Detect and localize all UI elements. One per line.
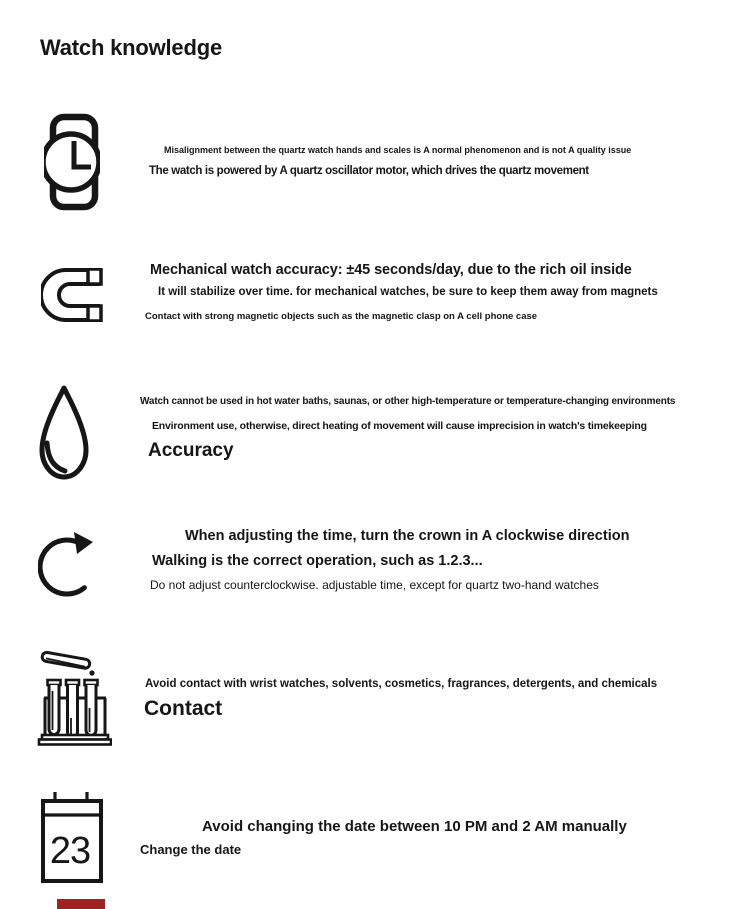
arrow-head bbox=[74, 532, 93, 554]
section-quartz-note: Misalignment between the quartz watch hands and scales is A normal phenomenon and is not A quality issue bbox=[164, 145, 632, 155]
wrist-watch-icon bbox=[44, 113, 100, 211]
tube3 bbox=[86, 685, 96, 736]
tube1 bbox=[49, 685, 59, 734]
magnet-icon bbox=[41, 268, 103, 322]
test-tubes-icon bbox=[36, 646, 112, 746]
calendar-icon bbox=[41, 790, 103, 883]
section-magnet-text: It will stabilize over time. for mechanical watches, be sure to keep them away from magnets bbox=[158, 286, 658, 298]
pouring-tube bbox=[42, 652, 91, 669]
page-title: Watch knowledge bbox=[40, 35, 222, 60]
red-marker bbox=[57, 899, 105, 909]
tube3-rim bbox=[85, 680, 98, 685]
section-date-heading: Avoid changing the date between 10 PM and 2 AM manually bbox=[202, 818, 627, 835]
section-adjust-heading: When adjusting the time, turn the crown in A clockwise direction bbox=[185, 528, 630, 544]
tube2-rim bbox=[66, 680, 79, 685]
water-drop-icon bbox=[38, 384, 90, 482]
section-temperature-text: Environment use, otherwise, direct heating of movement will cause imprecision in watch's timekeeping bbox=[152, 420, 647, 432]
section-magnet-heading: Mechanical watch accuracy: ±45 seconds/day, due to the rich oil inside bbox=[150, 262, 632, 278]
magnet-pole-bottom bbox=[88, 306, 101, 321]
calendar-day: 23 bbox=[49, 830, 91, 872]
section-contact-label: Contact bbox=[144, 697, 223, 720]
section-date-label: Change the date bbox=[140, 842, 242, 857]
section-quartz-text: The watch is powered by A quartz oscillator motor, which drives the quartz movement bbox=[149, 165, 589, 177]
section-adjust-text: Walking is the correct operation, such as 1.2.3... bbox=[152, 553, 483, 569]
section-accuracy-label: Accuracy bbox=[148, 440, 234, 461]
tube2 bbox=[68, 685, 78, 738]
section-magnet-note: Contact with strong magnetic objects such as the magnetic clasp on A cell phone case bbox=[145, 311, 538, 322]
chemical-drop bbox=[89, 670, 94, 675]
section-adjust-note: Do not adjust counterclockwise. adjustable time, except for quartz two-hand watches bbox=[150, 578, 599, 592]
clockwise-arrow-icon bbox=[38, 526, 110, 606]
section-contact-note: Avoid contact with wrist watches, solvents, cosmetics, fragrances, detergents, and chemicals bbox=[145, 678, 658, 690]
magnet-pole-top bbox=[88, 269, 101, 284]
drop-outline bbox=[42, 388, 86, 477]
section-temperature-note: Watch cannot be used in hot water baths, saunas, or other high-temperature or temperature-changing environments bbox=[140, 396, 676, 407]
tube1-rim bbox=[48, 680, 61, 685]
rack-base-bottom bbox=[39, 740, 111, 745]
